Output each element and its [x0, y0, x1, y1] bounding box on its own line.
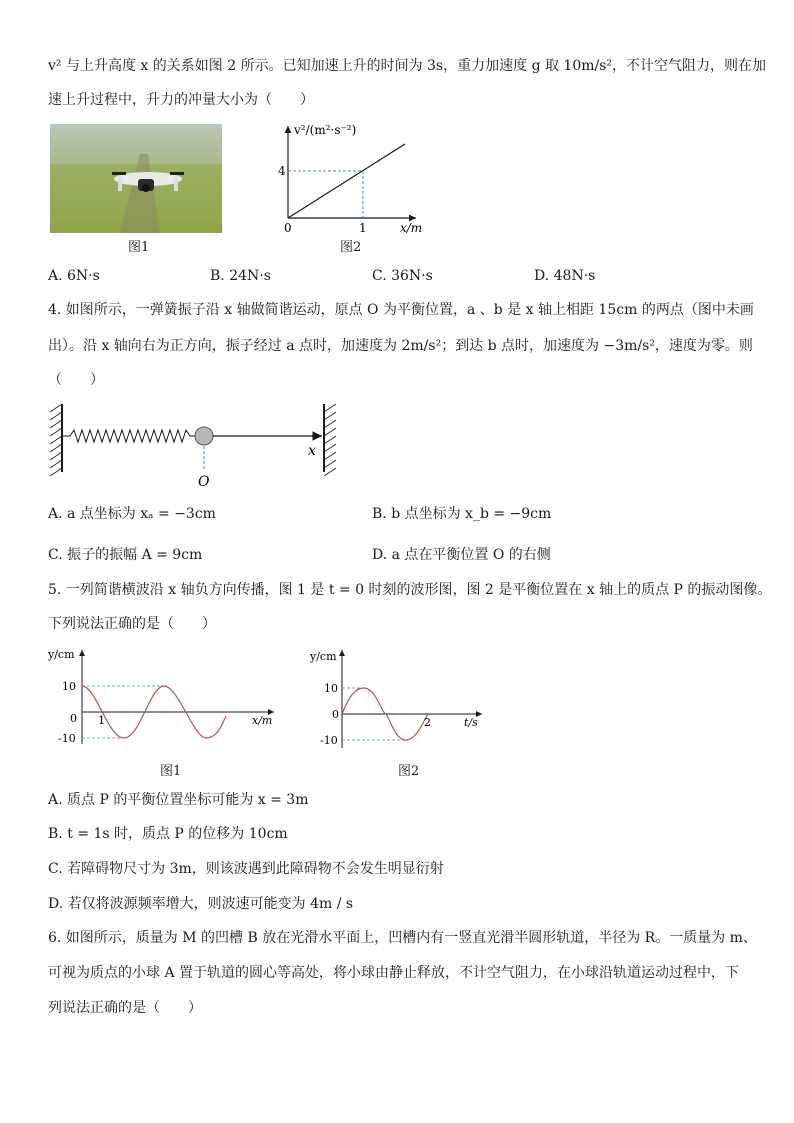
origin: 0	[284, 221, 292, 235]
q4-line-2: 出）。沿 x 轴向右为正方向，振子经过 a 点时，加速度为 2m/s²；到达 b 点时，加速度为 −3m/s²，速度为零。则	[48, 338, 753, 354]
q5-option-d[interactable]: D. 若仅将波源频率增大，则波速可能变为 4m / s	[48, 896, 354, 912]
tick-top: 10	[62, 680, 76, 693]
origin: 0	[332, 708, 339, 721]
tick-bottom: -10	[320, 734, 338, 747]
q3-fig2-graph	[270, 120, 430, 240]
data-line	[288, 144, 405, 218]
q5-fig1-wave-graph	[46, 644, 286, 754]
tick-y: 4	[278, 164, 286, 178]
q3-fig2-caption: 图2	[340, 240, 362, 255]
ball	[195, 427, 213, 445]
q6-line-1: 6. 如图所示，质量为 M 的凹槽 B 放在光滑水平面上，凹槽内有一竖直光滑半圆形轨道，半径为 R。一质量为 m、	[48, 930, 757, 946]
q3-fig1-caption: 图1	[128, 240, 150, 255]
q3-option-c[interactable]: C. 36N·s	[372, 268, 433, 284]
q4-option-c[interactable]: C. 振子的振幅 A = 9cm	[48, 547, 203, 563]
tick-x: 1	[98, 714, 105, 727]
q3-option-a[interactable]: A. 6N·s	[48, 268, 100, 284]
q5-fig2-vibration-graph	[306, 644, 486, 754]
q6-line-3: 列说法正确的是（ ）	[48, 1000, 202, 1016]
q5-option-a[interactable]: A. 质点 P 的平衡位置坐标可能为 x = 3m	[48, 792, 309, 808]
q6-line-2: 可视为质点的小球 A 置于轨道的圆心等高处，将小球由静止释放，不计空气阻力，在小球沿轨道运动过程中，下	[48, 965, 740, 981]
q5-option-b[interactable]: B. t = 1s 时，质点 P 的位移为 10cm	[48, 826, 288, 842]
q4-line-3: （ ）	[48, 372, 104, 388]
q4-option-b[interactable]: B. b 点坐标为 x_b = −9cm	[372, 506, 552, 522]
q4-line-1: 4. 如图所示，一弹簧振子沿 x 轴做简谐运动，原点 O 为平衡位置，a 、b 是 x 轴上相距 15cm 的两点（图中未画	[48, 302, 754, 318]
q5-line-1: 5. 一列简谐横波沿 x 轴负方向传播，图 1 是 t = 0 时刻的波形图，图 2 是平衡位置在 x 轴上的质点 P 的振动图像。	[48, 582, 772, 598]
xlabel: x/m	[252, 714, 273, 727]
ylabel: y/cm	[48, 648, 75, 661]
q3-line-2: 速上升过程中，升力的冲量大小为（ ）	[48, 92, 314, 108]
xlabel: t/s	[464, 716, 478, 729]
tick-bottom: -10	[58, 732, 76, 745]
label-x: x	[308, 443, 316, 459]
q5-line-2: 下列说法正确的是（ ）	[48, 616, 216, 632]
q3-option-b[interactable]: B. 24N·s	[210, 268, 271, 284]
tick-x: 1	[359, 221, 367, 235]
spring-oscillator-diagram	[46, 400, 342, 490]
xlabel: x/m	[400, 221, 423, 235]
q5-fig2-caption: 图2	[398, 764, 420, 779]
q5-fig1-caption: 图1	[160, 764, 182, 779]
q4-option-d[interactable]: D. a 点在平衡位置 O 的右侧	[372, 547, 551, 563]
q4-option-a[interactable]: A. a 点坐标为 xₐ = −3cm	[48, 506, 216, 522]
label-o: O	[198, 474, 210, 490]
tick-x: 2	[424, 716, 431, 729]
ylabel: v²/(m²·s⁻²)	[294, 123, 357, 137]
q3-option-d[interactable]: D. 48N·s	[534, 268, 596, 284]
origin: 0	[70, 712, 77, 725]
spring	[62, 430, 196, 442]
ylabel: y/cm	[310, 650, 337, 663]
drone-photo	[50, 124, 222, 233]
q5-option-c[interactable]: C. 若障碍物尺寸为 3m，则该波遇到此障碍物不会发生明显衍射	[48, 861, 444, 877]
q3-line-1: v² 与上升高度 x 的关系如图 2 所示。已知加速上升的时间为 3s，重力加速度 g 取 10m/s²，不计空气阻力，则在加	[48, 58, 767, 74]
tick-top: 10	[324, 682, 338, 695]
